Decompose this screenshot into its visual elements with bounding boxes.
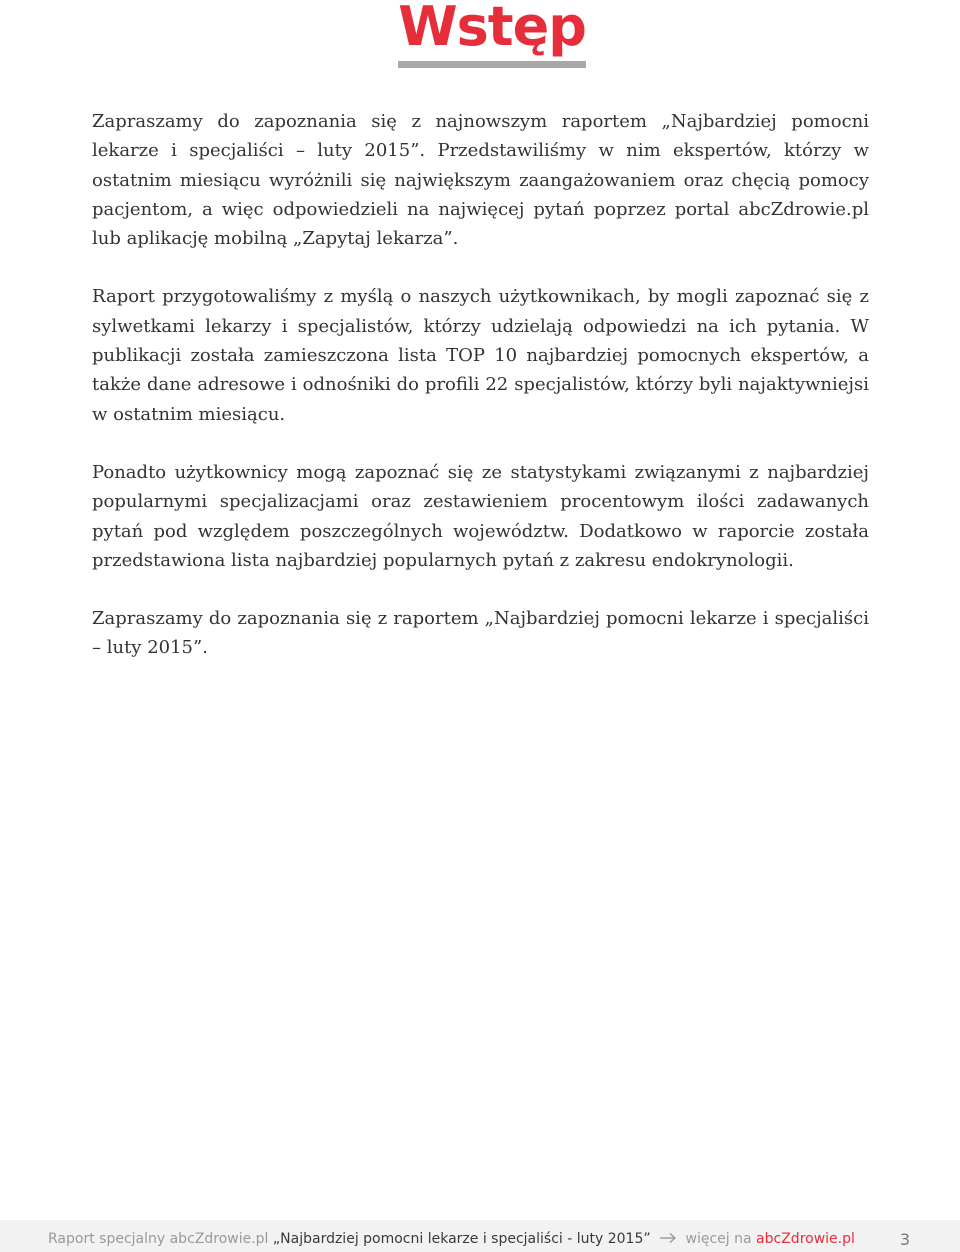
page-title: Wstęp bbox=[398, 0, 586, 58]
page-number: 3 bbox=[899, 1230, 910, 1249]
paragraph: Zapraszamy do zapoznania się z najnowszym raportem „Najbardziej pomocni lekarze i specjaliści – luty 2015”. Przedstawiliśmy w nim ekspertów, którzy w ostatnim miesiącu wyróżnili się największym zaangażowaniem oraz chęcią pomocy pacjentom, a więc odpowiedzieli na najwięcej pytań poprzez portal abcZdrowie.pl lub aplikację mobilną „Zapytaj lekarza”. bbox=[92, 111, 869, 250]
intro-text bbox=[92, 107, 869, 692]
paragraph: Raport przygotowaliśmy z myślą o naszych użytkownikach, by mogli zapoznać się z sylwetkami lekarzy i specjalistów, którzy udzielają odpowiedzi na ich pytania. W publikacji została zamieszczona lista TOP 10 najbardziej pomocnych ekspertów, a także dane adresowe i odnośniki do profili 22 specjalistów, którzy byli najaktywniejsi w ostatnim miesiącu. bbox=[92, 286, 869, 425]
footer-more-text: więcej na bbox=[685, 1231, 752, 1247]
page-footer bbox=[48, 1230, 855, 1248]
page-heading bbox=[398, 0, 586, 70]
footer-report-title: „Najbardziej pomocni lekarze i specjaliści - luty 2015” bbox=[272, 1231, 651, 1247]
paragraph: Zapraszamy do zapoznania się z raportem „Najbardziej pomocni lekarze i specjaliści – luty 2015”. bbox=[92, 608, 869, 659]
arrow-right-icon bbox=[659, 1231, 681, 1247]
paragraph: Ponadto użytkownicy mogą zapoznać się ze statystykami związanymi z najbardziej popularnymi specjalizacjami oraz zestawieniem procentowym ilości zadawanych pytań pod względem poszczególnych województw. Dodatkowo w raporcie została przedstawiona lista najbardziej popularnych pytań z zakresu endokrynologii. bbox=[92, 461, 869, 571]
footer-prefix: Raport specjalny abcZdrowie.pl bbox=[48, 1231, 269, 1247]
footer-link[interactable]: abcZdrowie.pl bbox=[756, 1231, 855, 1247]
title-underline bbox=[398, 61, 586, 68]
